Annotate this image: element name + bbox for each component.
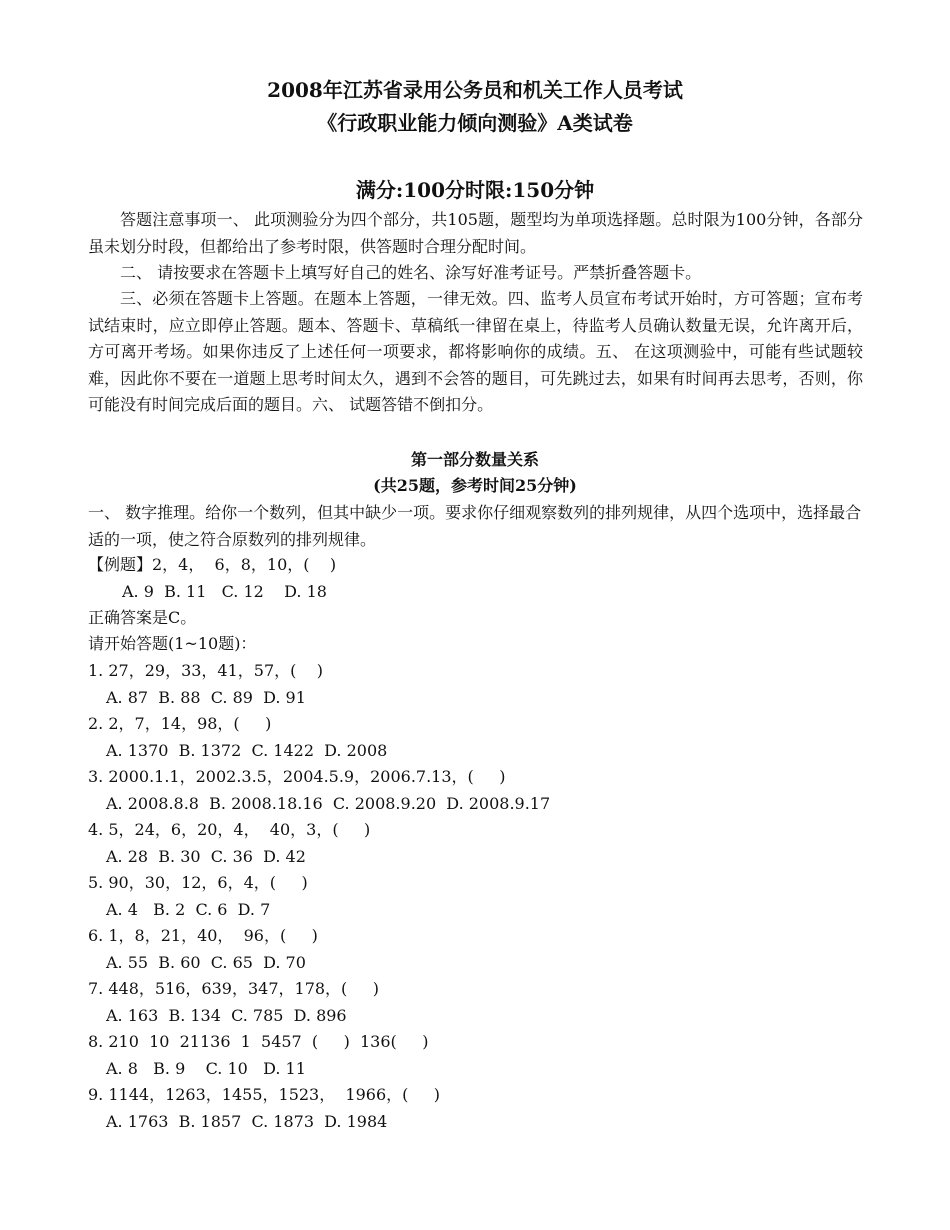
question-3-options: A. 2008.8.8 B. 2008.18.16 C. 2008.9.20 D. 2008.9.17: [106, 794, 551, 813]
question-7: 7. 448，516，639，347，178，( ): [88, 979, 379, 998]
question-1: 1. 27，29，33，41，57，( ): [88, 661, 323, 680]
question-5-options: A. 4 B. 2 C. 6 D. 7: [106, 900, 271, 919]
score-time-limit: 满分:100分时限:150分钟: [355, 178, 595, 202]
question-2: 2. 2，7，14，98，( ): [88, 714, 272, 733]
question-9-options: A. 1763 B. 1857 C. 1873 D. 1984: [106, 1112, 388, 1131]
question-5: 5. 90，30，12，6，4，( ): [88, 873, 308, 892]
example-answer: 正确答案是C。: [88, 608, 197, 627]
instruction-paragraph-2: 二、 请按要求在答题卡上填写好自己的姓名、涂写好准考证号。严禁折叠答题卡。: [120, 263, 702, 282]
start-instruction: 请开始答题(1~10题)：: [88, 634, 257, 653]
question-8: 8. 210 10 21136 1 5457 ( ) 136( ): [88, 1032, 429, 1051]
example-question: 【例题】2，4， 6，8，10，( ): [88, 555, 337, 574]
question-6: 6. 1，8，21，40， 96，( ): [88, 926, 318, 945]
question-4: 4. 5，24，6，20，4， 40，3，( ): [88, 820, 371, 839]
example-options: A. 9 B. 11 C. 12 D. 18: [122, 582, 327, 601]
instruction-paragraph-3: 三、必须在答题卡上答题。在题本上答题，一律无效。四、监考人员宣布考试开始时，方可答题；宣布考试结束时，应立即停止答题。题本、答题卡、草稿纸一律留在桌上，待监考人员确认数量无误，允许离开后，方可离开考场。如果你违反了上述任何一项要求，都将影响你的成绩。五、 在这项测验中，可能有些试题较难，因此你不要在一道题上思考时间太久，遇到不会答的题目，可先跳过去，如果有时间再去思考，否则，你可能没有时间完成后面的题目。六、 试题答错不倒扣分。: [88, 289, 863, 414]
question-8-options: A. 8 B. 9 C. 10 D. 11: [106, 1059, 306, 1078]
question-2-options: A. 1370 B. 1372 C. 1422 D. 2008: [106, 741, 388, 760]
section-subtitle: (共25题，参考时间25分钟): [373, 476, 577, 495]
question-9: 9. 1144，1263，1455，1523， 1966，( ): [88, 1085, 441, 1104]
question-1-options: A. 87 B. 88 C. 89 D. 91: [106, 688, 306, 707]
instruction-paragraph-1: 答题注意事项一、 此项测验分为四个部分，共105题，题型均为单项选择题。总时限为100分钟，各部分虽未划分时段，但都给出了参考时限，供答题时合理分配时间。: [88, 210, 863, 256]
exam-title: 2008年江苏省录用公务员和机关工作人员考试: [267, 78, 683, 102]
question-7-options: A. 163 B. 134 C. 785 D. 896: [106, 1006, 347, 1025]
question-3: 3. 2000.1.1，2002.3.5，2004.5.9，2006.7.13，( ): [88, 767, 506, 786]
question-6-options: A. 55 B. 60 C. 65 D. 70: [106, 953, 306, 972]
section-title: 第一部分数量关系: [410, 450, 539, 469]
question-4-options: A. 28 B. 30 C. 36 D. 42: [106, 847, 306, 866]
exam-subtitle: 《行政职业能力倾向测验》A类试卷: [317, 111, 633, 135]
section-intro: 一、 数字推理。给你一个数列，但其中缺少一项。要求你仔细观察数列的排列规律，从四个选项中，选择最合适的一项，使之符合原数列的排列规律。: [88, 503, 862, 549]
